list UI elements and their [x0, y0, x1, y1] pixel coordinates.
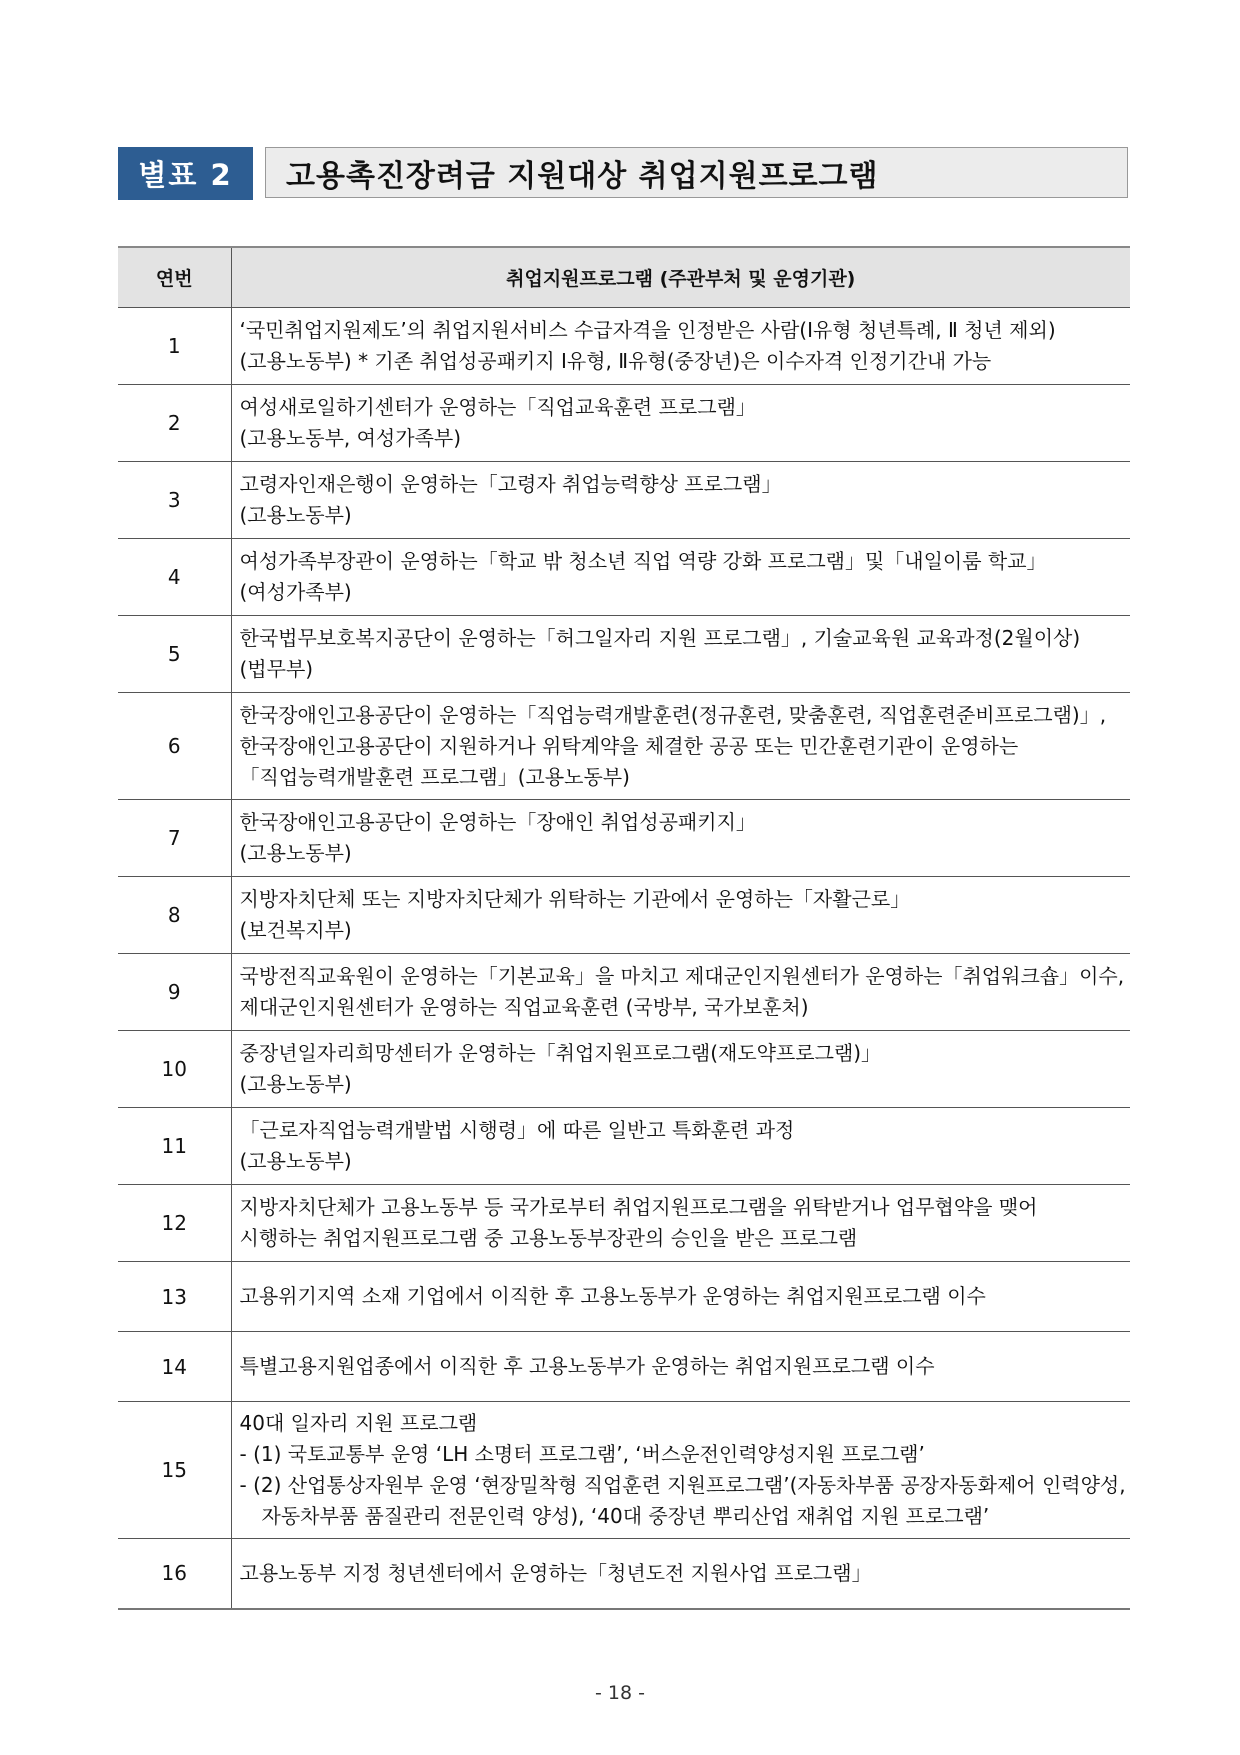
description-line: 시행하는 취업지원프로그램 중 고용노동부장관의 승인을 받은 프로그램 [239, 1226, 858, 1250]
row-number: 14 [118, 1332, 231, 1402]
description-line: 국방전직교육원이 운영하는「기본교육」을 마치고 제대군인지원센터가 운영하는「취업워크숍」이수, [239, 964, 1125, 988]
table-row [118, 1108, 1130, 1185]
row-number: 15 [118, 1402, 231, 1539]
row-number: 7 [118, 800, 231, 877]
description-line: (법무부) [239, 657, 314, 681]
page-title: 고용촉진장려금 지원대상 취업지원프로그램 [265, 147, 1128, 198]
table-row [118, 1539, 1130, 1609]
row-number: 5 [118, 616, 231, 693]
program-description [231, 462, 1130, 539]
description-line: 중장년일자리희망센터가 운영하는「취업지원프로그램(재도약프로그램)」 [239, 1041, 882, 1065]
row-number: 8 [118, 877, 231, 954]
title-bar [118, 147, 1130, 200]
description-line: 고령자인재은행이 운영하는「고령자 취업능력향상 프로그램」 [239, 472, 782, 496]
row-number: 13 [118, 1262, 231, 1332]
description-line: (여성가족부) [239, 580, 352, 604]
description-line: ‘국민취업지원제도’의 취업지원서비스 수급자격을 인정받은 사람(Ⅰ유형 청년특례, Ⅱ 청년 제외) [239, 318, 1056, 342]
description-line: 지방자치단체가 고용노동부 등 국가로부터 취업지원프로그램을 위탁받거나 업무협약을 맺어 [239, 1195, 1038, 1219]
page-number: - 18 - [595, 1682, 645, 1704]
description-line: 「직업능력개발훈련 프로그램」(고용노동부) [239, 764, 630, 789]
row-number: 3 [118, 462, 231, 539]
description-line: (보건복지부) [239, 918, 352, 942]
description-line: 지방자치단체 또는 지방자치단체가 위탁하는 기관에서 운영하는「자활근로」 [239, 887, 911, 911]
row-number: 4 [118, 539, 231, 616]
description-line: (고용노동부) [239, 1149, 352, 1173]
program-table [118, 246, 1130, 1610]
table-row [118, 385, 1130, 462]
description-line: 「근로자직업능력개발법 시행령」에 따른 일반고 특화훈련 과정 [239, 1118, 795, 1142]
program-description [231, 1185, 1130, 1262]
description-line: (고용노동부) * 기존 취업성공패키지 Ⅰ유형, Ⅱ유형(중장년)은 이수자격 인정기간내 가능 [239, 349, 992, 373]
description-line: 한국장애인고용공단이 운영하는「장애인 취업성공패키지」 [239, 810, 756, 834]
table-row [118, 462, 1130, 539]
row-number: 11 [118, 1108, 231, 1185]
program-description [231, 385, 1130, 462]
table-row [118, 1185, 1130, 1262]
description-line: 한국장애인고용공단이 운영하는「직업능력개발훈련(정규훈련, 맞춤훈련, 직업훈련준비프로그램)」, [239, 702, 1107, 727]
description-line: 40대 일자리 지원 프로그램 [239, 1411, 478, 1435]
description-line: 한국장애인고용공단이 지원하거나 위탁계약을 체결한 공공 또는 민간훈련기관이 운영하는 [239, 733, 1019, 758]
description-line: 한국법무보호복지공단이 운영하는「허그일자리 지원 프로그램」, 기술교육원 교육과정(2월이상) [239, 626, 1081, 650]
program-description [231, 1108, 1130, 1185]
table-row [118, 954, 1130, 1031]
row-number: 16 [118, 1539, 231, 1609]
row-number: 10 [118, 1031, 231, 1108]
row-number: 9 [118, 954, 231, 1031]
table-header-row [118, 247, 1130, 308]
description-line: (고용노동부, 여성가족부) [239, 426, 462, 450]
description-line: 여성새로일하기센터가 운영하는「직업교육훈련 프로그램」 [239, 395, 756, 419]
program-description [231, 539, 1130, 616]
program-description [231, 616, 1130, 693]
program-description [231, 1332, 1130, 1402]
program-description [231, 954, 1130, 1031]
row-number: 6 [118, 693, 231, 800]
table-row [118, 539, 1130, 616]
table-row [118, 616, 1130, 693]
row-number: 12 [118, 1185, 231, 1262]
table-row [118, 1332, 1130, 1402]
table-row [118, 693, 1130, 800]
description-line: (고용노동부) [239, 841, 352, 865]
program-description [231, 800, 1130, 877]
description-line: 여성가족부장관이 운영하는「학교 밖 청소년 직업 역량 강화 프로그램」및「내일이룸 학교」 [239, 549, 1047, 573]
program-description [231, 1262, 1130, 1332]
description-line: 고용노동부 지정 청년센터에서 운영하는「청년도전 지원사업 프로그램」 [239, 1560, 872, 1585]
description-line: 특별고용지원업종에서 이직한 후 고용노동부가 운영하는 취업지원프로그램 이수 [239, 1354, 935, 1378]
table-row [118, 308, 1130, 385]
table-row [118, 1031, 1130, 1108]
column-header-program: 취업지원프로그램 (주관부처 및 운영기관) [231, 247, 1130, 308]
description-line: 제대군인지원센터가 운영하는 직업교육훈련 (국방부, 국가보훈처) [239, 995, 809, 1019]
description-line: 자동차부품 품질관리 전문인력 양성), ‘40대 중장년 뿌리산업 재취업 지원 프로그램’ [261, 1504, 990, 1528]
row-number: 2 [118, 385, 231, 462]
column-header-no: 연번 [118, 247, 231, 308]
description-line: 고용위기지역 소재 기업에서 이직한 후 고용노동부가 운영하는 취업지원프로그램 이수 [239, 1284, 986, 1308]
description-line: (고용노동부) [239, 1072, 352, 1096]
program-description [231, 693, 1130, 800]
program-description [231, 877, 1130, 954]
table-row [118, 1402, 1130, 1539]
description-line: - (2) 산업통상자원부 운영 ‘현장밀착형 직업훈련 지원프로그램’(자동차부품 공장자동화제어 인력양성, [239, 1473, 1126, 1497]
program-description [231, 1539, 1130, 1609]
table-row [118, 800, 1130, 877]
program-description [231, 308, 1130, 385]
table-row [118, 877, 1130, 954]
description-line: (고용노동부) [239, 503, 352, 527]
row-number: 1 [118, 308, 231, 385]
description-line: - (1) 국토교통부 운영 ‘LH 소명터 프로그램’, ‘버스운전인력양성지원 프로그램’ [239, 1442, 925, 1466]
table-row [118, 1262, 1130, 1332]
appendix-badge: 별표 2 [118, 147, 253, 200]
program-description [231, 1031, 1130, 1108]
program-description [231, 1402, 1130, 1539]
